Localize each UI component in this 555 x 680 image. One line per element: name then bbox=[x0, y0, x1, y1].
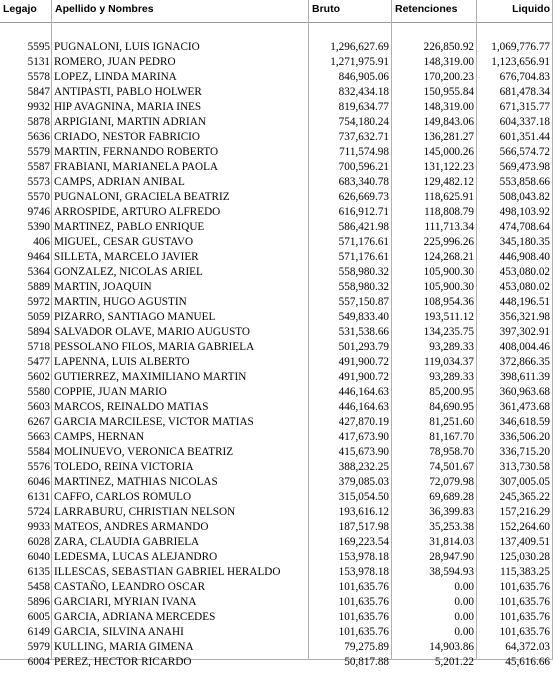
cell-legajo: 5663 bbox=[27, 431, 50, 443]
cell-legajo: 5131 bbox=[27, 56, 50, 68]
cell-nombre: GARCIA, ADRIANA MERCEDES bbox=[54, 611, 216, 623]
table-row bbox=[0, 145, 553, 160]
table-row bbox=[0, 265, 553, 280]
cell-nombre: GONZALEZ, NICOLAS ARIEL bbox=[54, 266, 203, 278]
cell-legajo: 406 bbox=[33, 236, 50, 248]
cell-retenciones: 148,319.00 bbox=[423, 101, 474, 113]
cell-liquido: 101,635.76 bbox=[499, 611, 550, 623]
cell-retenciones: 14,903.86 bbox=[429, 641, 474, 653]
table-row bbox=[0, 295, 553, 310]
cell-retenciones: 118,808.79 bbox=[424, 206, 474, 218]
table-row bbox=[0, 205, 553, 220]
cell-retenciones: 93,289.33 bbox=[429, 341, 474, 353]
cell-legajo: 6149 bbox=[27, 626, 50, 638]
cell-legajo: 6135 bbox=[27, 566, 50, 578]
table-row bbox=[0, 520, 553, 535]
table-row bbox=[0, 220, 553, 235]
cell-legajo: 5602 bbox=[27, 371, 50, 383]
cell-liquido: 101,635.76 bbox=[499, 581, 550, 593]
cell-legajo: 5894 bbox=[27, 326, 50, 338]
cell-retenciones: 84,690.95 bbox=[429, 401, 474, 413]
table-row bbox=[0, 490, 553, 505]
cell-legajo: 6267 bbox=[27, 416, 50, 428]
cell-nombre: HIP AVAGNINA, MARIA INES bbox=[54, 101, 202, 113]
table-row bbox=[0, 595, 553, 610]
cell-liquido: 101,635.76 bbox=[499, 596, 550, 608]
table-row bbox=[0, 610, 553, 625]
cell-bruto: 571,176.61 bbox=[338, 251, 389, 263]
cell-bruto: 557,150.87 bbox=[338, 296, 389, 308]
cell-retenciones: 136,281.27 bbox=[423, 131, 474, 143]
table-header bbox=[0, 0, 553, 23]
cell-retenciones: 69,689.28 bbox=[429, 491, 474, 503]
cell-retenciones: 72,079.98 bbox=[429, 476, 474, 488]
cell-nombre: ARROSPIDE, ARTURO ALFREDO bbox=[54, 206, 221, 218]
cell-nombre: LARRABURU, CHRISTIAN NELSON bbox=[54, 506, 236, 518]
cell-legajo: 6040 bbox=[27, 551, 50, 563]
table-row bbox=[0, 235, 553, 250]
cell-bruto: 531,538.66 bbox=[338, 326, 389, 338]
cell-liquido: 45,616.66 bbox=[505, 656, 550, 668]
cell-nombre: CAFFO, CARLOS ROMULO bbox=[54, 491, 192, 503]
cell-legajo: 5364 bbox=[27, 266, 50, 278]
cell-retenciones: 81,167.70 bbox=[429, 431, 474, 443]
cell-liquido: 360,963.68 bbox=[499, 386, 550, 398]
cell-retenciones: 74,501.67 bbox=[429, 461, 474, 473]
cell-nombre: MIGUEL, CESAR GUSTAVO bbox=[54, 236, 194, 248]
header-legajo: Legajo bbox=[3, 3, 37, 15]
cell-bruto: 558,980.32 bbox=[338, 266, 389, 278]
cell-legajo: 5972 bbox=[27, 296, 50, 308]
cell-retenciones: 118,625.91 bbox=[424, 191, 474, 203]
table-row bbox=[0, 385, 553, 400]
cell-liquido: 398,611.39 bbox=[500, 371, 550, 383]
cell-retenciones: 145,000.26 bbox=[423, 146, 474, 158]
cell-legajo: 5636 bbox=[27, 131, 50, 143]
cell-bruto: 501,293.79 bbox=[338, 341, 389, 353]
cell-nombre: FRABIANI, MARIANELA PAOLA bbox=[54, 161, 218, 173]
cell-nombre: ILLESCAS, SEBASTIAN GABRIEL HERALDO bbox=[54, 566, 281, 578]
table-row bbox=[0, 640, 553, 655]
cell-bruto: 626,669.73 bbox=[338, 191, 389, 203]
cell-legajo: 5570 bbox=[27, 191, 50, 203]
cell-bruto: 1,271,975.91 bbox=[330, 56, 389, 68]
cell-liquido: 553,858.66 bbox=[499, 176, 550, 188]
cell-bruto: 700,596.21 bbox=[338, 161, 389, 173]
cell-liquido: 604,337.18 bbox=[499, 116, 550, 128]
cell-legajo: 5390 bbox=[27, 221, 50, 233]
table-row bbox=[0, 535, 553, 550]
cell-nombre: LAPENNA, LUIS ALBERTO bbox=[54, 356, 190, 368]
header-bruto: Bruto bbox=[312, 3, 340, 15]
cell-legajo: 5573 bbox=[27, 176, 50, 188]
cell-nombre: PUGNALONI, LUIS IGNACIO bbox=[54, 41, 200, 53]
cell-legajo: 6028 bbox=[27, 536, 50, 548]
cell-retenciones: 170,200.23 bbox=[423, 71, 474, 83]
cell-nombre: MARTINEZ, PABLO ENRIQUE bbox=[54, 221, 205, 233]
cell-nombre: MARTIN, JOAQUIN bbox=[54, 281, 152, 293]
cell-legajo: 6131 bbox=[27, 491, 50, 503]
cell-nombre: MARTIN, HUGO AGUSTIN bbox=[54, 296, 187, 308]
cell-retenciones: 0.00 bbox=[454, 581, 474, 593]
table-row bbox=[0, 400, 553, 415]
table-row bbox=[0, 355, 553, 370]
table-row bbox=[0, 160, 553, 175]
cell-nombre: LEDESMA, LUCAS ALEJANDRO bbox=[54, 551, 218, 563]
table-row bbox=[0, 370, 553, 385]
cell-bruto: 446,164.63 bbox=[338, 386, 389, 398]
cell-liquido: 152,264.60 bbox=[499, 521, 550, 533]
table-row bbox=[0, 310, 553, 325]
cell-retenciones: 93,289.33 bbox=[429, 371, 474, 383]
cell-liquido: 474,708.64 bbox=[499, 221, 550, 233]
header-retenciones: Retenciones bbox=[395, 3, 458, 15]
cell-liquido: 137,409.51 bbox=[499, 536, 550, 548]
cell-nombre: COPPIE, JUAN MARIO bbox=[54, 386, 167, 398]
table-row bbox=[0, 565, 553, 580]
cell-legajo: 5458 bbox=[27, 581, 50, 593]
cell-liquido: 498,103.92 bbox=[499, 206, 550, 218]
cell-legajo: 5889 bbox=[27, 281, 50, 293]
cell-legajo: 9464 bbox=[27, 251, 50, 263]
header-nombre: Apellido y Nombres bbox=[55, 3, 154, 15]
cell-liquido: 336,715.20 bbox=[499, 446, 550, 458]
cell-retenciones: 81,251.60 bbox=[429, 416, 474, 428]
cell-retenciones: 105,900.30 bbox=[423, 281, 474, 293]
cell-retenciones: 111,713.34 bbox=[424, 221, 474, 233]
cell-liquido: 408,004.46 bbox=[499, 341, 550, 353]
cell-legajo: 5878 bbox=[27, 116, 50, 128]
cell-retenciones: 225,996.26 bbox=[423, 236, 474, 248]
cell-retenciones: 85,200.95 bbox=[429, 386, 474, 398]
cell-bruto: 427,870.19 bbox=[338, 416, 389, 428]
cell-legajo: 5578 bbox=[27, 71, 50, 83]
cell-liquido: 157,216.29 bbox=[499, 506, 550, 518]
table-row bbox=[0, 505, 553, 520]
cell-bruto: 846,905.06 bbox=[338, 71, 389, 83]
cell-nombre: PESSOLANO FILOS, MARIA GABRIELA bbox=[54, 341, 255, 353]
table-row bbox=[0, 460, 553, 475]
cell-nombre: GARCIA, SILVINA ANAHI bbox=[54, 626, 184, 638]
cell-legajo: 5847 bbox=[27, 86, 50, 98]
cell-retenciones: 35,253.38 bbox=[429, 521, 474, 533]
cell-nombre: SALVADOR OLAVE, MARIO AUGUSTO bbox=[54, 326, 251, 338]
cell-nombre: MATEOS, ANDRES ARMANDO bbox=[54, 521, 209, 533]
cell-nombre: SILLETA, MARCELO JAVIER bbox=[54, 251, 199, 263]
cell-legajo: 5580 bbox=[27, 386, 50, 398]
cell-retenciones: 124,268.21 bbox=[423, 251, 474, 263]
cell-bruto: 683,340.78 bbox=[338, 176, 389, 188]
cell-legajo: 6005 bbox=[27, 611, 50, 623]
cell-liquido: 101,635.76 bbox=[499, 626, 550, 638]
cell-nombre: PUGNALONI, GRACIELA BEATRIZ bbox=[54, 191, 230, 203]
cell-legajo: 5724 bbox=[27, 506, 50, 518]
cell-legajo: 5584 bbox=[27, 446, 50, 458]
cell-nombre: GUTIERREZ, MAXIMILIANO MARTIN bbox=[54, 371, 247, 383]
table-row bbox=[0, 280, 553, 295]
cell-retenciones: 119,034.37 bbox=[424, 356, 474, 368]
cell-legajo: 5979 bbox=[27, 641, 50, 653]
cell-legajo: 5477 bbox=[27, 356, 50, 368]
cell-legajo: 5896 bbox=[27, 596, 50, 608]
cell-nombre: ARPIGIANI, MARTIN ADRIAN bbox=[54, 116, 206, 128]
cell-liquido: 508,043.82 bbox=[499, 191, 550, 203]
cell-liquido: 356,321.98 bbox=[499, 311, 550, 323]
cell-nombre: TOLEDO, REINA VICTORIA bbox=[54, 461, 194, 473]
cell-bruto: 388,232.25 bbox=[338, 461, 389, 473]
cell-bruto: 754,180.24 bbox=[338, 116, 389, 128]
table-row bbox=[0, 250, 553, 265]
cell-legajo: 5576 bbox=[27, 461, 50, 473]
cell-nombre: PIZARRO, SANTIAGO MANUEL bbox=[54, 311, 216, 323]
cell-bruto: 586,421.98 bbox=[338, 221, 389, 233]
cell-bruto: 315,054.50 bbox=[338, 491, 389, 503]
cell-nombre: MARTINEZ, MATHIAS NICOLAS bbox=[54, 476, 218, 488]
cell-bruto: 415,673.90 bbox=[338, 446, 389, 458]
table-row bbox=[0, 325, 553, 340]
table-row bbox=[0, 340, 553, 355]
cell-nombre: ANTIPASTI, PABLO HOLWER bbox=[54, 86, 202, 98]
table-row bbox=[0, 445, 553, 460]
cell-nombre: CASTAÑO, LEANDRO OSCAR bbox=[54, 581, 206, 593]
cell-retenciones: 5,201.22 bbox=[434, 656, 474, 668]
cell-liquido: 313,730.58 bbox=[499, 461, 550, 473]
table-row bbox=[0, 40, 553, 55]
cell-bruto: 101,635.76 bbox=[338, 581, 389, 593]
cell-liquido: 336,506.20 bbox=[499, 431, 550, 443]
cell-liquido: 453,080.02 bbox=[499, 266, 550, 278]
cell-bruto: 819,634.77 bbox=[338, 101, 389, 113]
cell-liquido: 345,180.35 bbox=[499, 236, 550, 248]
cell-legajo: 5587 bbox=[27, 161, 50, 173]
cell-liquido: 601,351.44 bbox=[499, 131, 550, 143]
cell-nombre: MARTIN, FERNANDO ROBERTO bbox=[54, 146, 219, 158]
cell-nombre: MOLINUEVO, VERONICA BEATRIZ bbox=[54, 446, 234, 458]
cell-legajo: 6004 bbox=[27, 656, 50, 668]
cell-liquido: 245,365.22 bbox=[499, 491, 550, 503]
table-row bbox=[0, 55, 553, 70]
cell-bruto: 193,616.12 bbox=[338, 506, 389, 518]
cell-retenciones: 129,482.12 bbox=[423, 176, 474, 188]
cell-retenciones: 131,122.23 bbox=[423, 161, 474, 173]
cell-bruto: 616,912.71 bbox=[338, 206, 389, 218]
table-row bbox=[0, 100, 553, 115]
cell-bruto: 832,434.18 bbox=[338, 86, 389, 98]
cell-bruto: 79,275.89 bbox=[344, 641, 389, 653]
cell-liquido: 681,478.34 bbox=[499, 86, 550, 98]
cell-liquido: 1,069,776.77 bbox=[491, 41, 550, 53]
table-body bbox=[0, 40, 553, 670]
cell-nombre: ZARA, CLAUDIA GABRIELA bbox=[54, 536, 200, 548]
cell-nombre: GARCIA MARCILESE, VICTOR MATIAS bbox=[54, 416, 254, 428]
table-row bbox=[0, 130, 553, 145]
cell-nombre: PEREZ, HECTOR RICARDO bbox=[54, 656, 192, 668]
table-row bbox=[0, 550, 553, 565]
cell-retenciones: 38,594.93 bbox=[429, 566, 474, 578]
cell-nombre: MARCOS, REINALDO MATIAS bbox=[54, 401, 209, 413]
cell-retenciones: 0.00 bbox=[454, 611, 474, 623]
table-row bbox=[0, 415, 553, 430]
cell-liquido: 1,123,656.91 bbox=[491, 56, 550, 68]
cell-bruto: 50,817.88 bbox=[344, 656, 389, 668]
cell-liquido: 346,618.59 bbox=[499, 416, 550, 428]
cell-nombre: CAMPS, ADRIAN ANIBAL bbox=[54, 176, 185, 188]
cell-nombre: CRIADO, NESTOR FABRICIO bbox=[54, 131, 200, 143]
cell-liquido: 566,574.72 bbox=[499, 146, 550, 158]
cell-bruto: 153,978.18 bbox=[338, 551, 389, 563]
cell-liquido: 676,704.83 bbox=[499, 71, 550, 83]
cell-bruto: 169,223.54 bbox=[338, 536, 389, 548]
cell-retenciones: 193,511.12 bbox=[424, 311, 474, 323]
cell-legajo: 9746 bbox=[27, 206, 50, 218]
cell-bruto: 558,980.32 bbox=[338, 281, 389, 293]
cell-retenciones: 78,958.70 bbox=[429, 446, 474, 458]
cell-bruto: 153,978.18 bbox=[338, 566, 389, 578]
cell-retenciones: 0.00 bbox=[454, 596, 474, 608]
cell-bruto: 446,164.63 bbox=[338, 401, 389, 413]
cell-liquido: 446,908.40 bbox=[499, 251, 550, 263]
cell-nombre: ROMERO, JUAN PEDRO bbox=[54, 56, 176, 68]
cell-liquido: 671,315.77 bbox=[499, 101, 550, 113]
cell-retenciones: 108,954.36 bbox=[423, 296, 474, 308]
cell-bruto: 187,517.98 bbox=[338, 521, 389, 533]
cell-nombre: CAMPS, HERNAN bbox=[54, 431, 145, 443]
cell-liquido: 372,866.35 bbox=[499, 356, 550, 368]
cell-retenciones: 31,814.03 bbox=[429, 536, 474, 548]
cell-legajo: 5595 bbox=[27, 41, 50, 53]
cell-legajo: 6046 bbox=[27, 476, 50, 488]
table-row bbox=[0, 580, 553, 595]
cell-nombre: LOPEZ, LINDA MARINA bbox=[54, 71, 177, 83]
cell-bruto: 491,900.72 bbox=[338, 371, 389, 383]
cell-retenciones: 134,235.75 bbox=[423, 326, 474, 338]
cell-bruto: 549,833.40 bbox=[338, 311, 389, 323]
cell-retenciones: 36,399.83 bbox=[429, 506, 474, 518]
cell-retenciones: 149,843.06 bbox=[423, 116, 474, 128]
cell-legajo: 5579 bbox=[27, 146, 50, 158]
table-row bbox=[0, 475, 553, 490]
cell-nombre: KULLING, MARIA GIMENA bbox=[54, 641, 194, 653]
cell-bruto: 101,635.76 bbox=[338, 626, 389, 638]
cell-bruto: 711,574.98 bbox=[339, 146, 389, 158]
table-row bbox=[0, 175, 553, 190]
cell-liquido: 569,473.98 bbox=[499, 161, 550, 173]
cell-retenciones: 105,900.30 bbox=[423, 266, 474, 278]
cell-bruto: 101,635.76 bbox=[338, 611, 389, 623]
cell-bruto: 1,296,627.69 bbox=[330, 41, 389, 53]
cell-bruto: 379,085.03 bbox=[338, 476, 389, 488]
cell-retenciones: 148,319.00 bbox=[423, 56, 474, 68]
table-row bbox=[0, 115, 553, 130]
table-row bbox=[0, 190, 553, 205]
cell-retenciones: 226,850.92 bbox=[423, 41, 474, 53]
cell-nombre: GARCIARI, MYRIAN IVANA bbox=[54, 596, 197, 608]
cell-legajo: 9933 bbox=[27, 521, 50, 533]
cell-retenciones: 0.00 bbox=[454, 626, 474, 638]
table-row bbox=[0, 655, 553, 670]
cell-bruto: 737,632.71 bbox=[338, 131, 389, 143]
cell-bruto: 101,635.76 bbox=[338, 596, 389, 608]
cell-legajo: 5059 bbox=[27, 311, 50, 323]
cell-retenciones: 150,955.84 bbox=[423, 86, 474, 98]
cell-legajo: 5603 bbox=[27, 401, 50, 413]
cell-liquido: 115,383.25 bbox=[500, 566, 550, 578]
table-row bbox=[0, 70, 553, 85]
table-row bbox=[0, 625, 553, 640]
cell-liquido: 448,196.51 bbox=[499, 296, 550, 308]
cell-bruto: 491,900.72 bbox=[338, 356, 389, 368]
cell-bruto: 571,176.61 bbox=[338, 236, 389, 248]
cell-liquido: 307,005.05 bbox=[499, 476, 550, 488]
cell-liquido: 453,080.02 bbox=[499, 281, 550, 293]
cell-liquido: 397,302.91 bbox=[499, 326, 550, 338]
cell-bruto: 417,673.90 bbox=[338, 431, 389, 443]
cell-legajo: 9932 bbox=[27, 101, 50, 113]
cell-legajo: 5718 bbox=[27, 341, 50, 353]
table-row bbox=[0, 430, 553, 445]
cell-retenciones: 28,947.90 bbox=[429, 551, 474, 563]
cell-liquido: 125,030.28 bbox=[499, 551, 550, 563]
cell-liquido: 361,473.68 bbox=[499, 401, 550, 413]
header-liquido: Liquido bbox=[512, 3, 550, 15]
cell-liquido: 64,372.03 bbox=[505, 641, 550, 653]
table-row bbox=[0, 85, 553, 100]
